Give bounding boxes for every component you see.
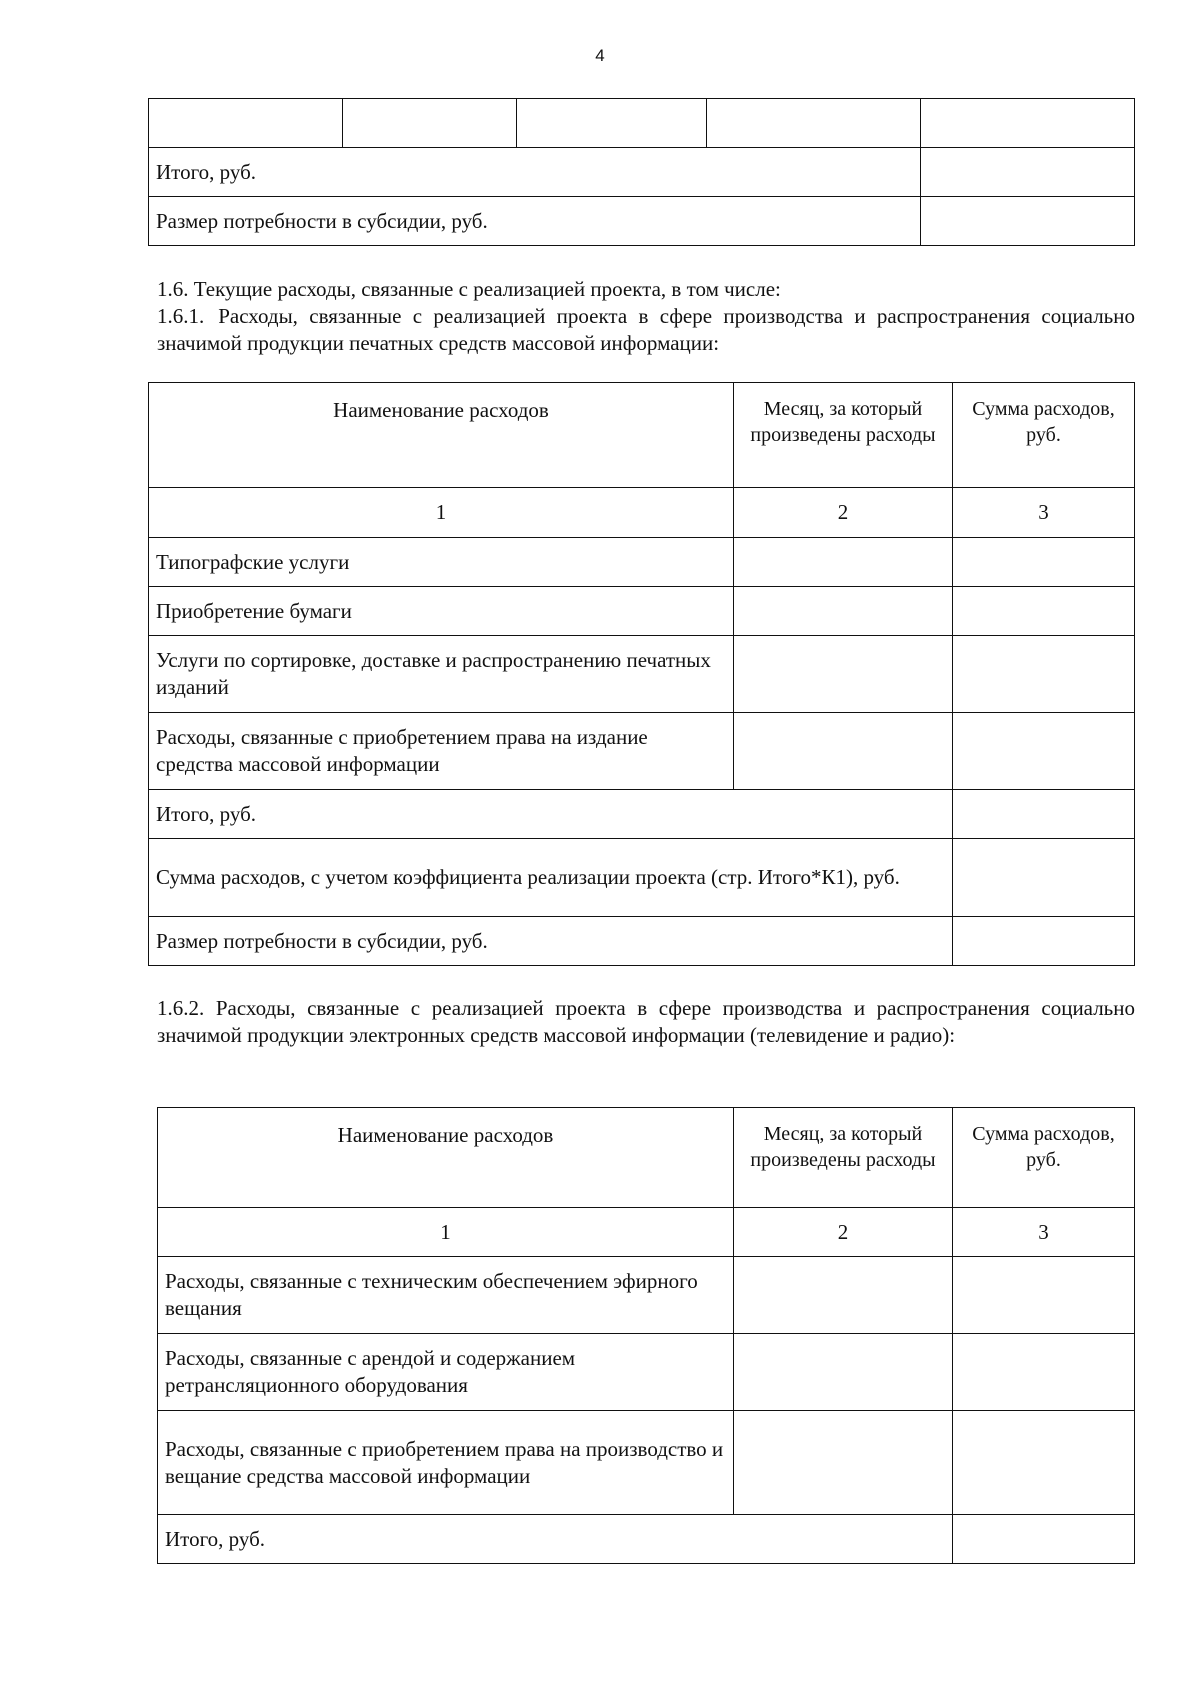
table-row xyxy=(149,839,1135,917)
column-number: 1 xyxy=(149,488,734,538)
expense-label: Услуги по сортировке, доставке и распространению печатных изданий xyxy=(149,636,734,713)
table-cell xyxy=(953,1411,1135,1515)
table-cell xyxy=(734,1334,953,1411)
subsidy-need-label: Размер потребности в субсидии, руб. xyxy=(149,917,953,966)
header-expense-name: Наименование расходов xyxy=(149,383,734,488)
page-number: 4 xyxy=(595,46,605,65)
section-text: Расходы, связанные с реализацией проекта в сфере производства и распространения социально значимой продукции печатных средств массовой информации: xyxy=(157,304,1135,355)
table-row xyxy=(149,99,1135,148)
table-cell xyxy=(953,917,1135,966)
table-row xyxy=(158,1257,1135,1334)
section-1-6-2-paragraph: 1.6.2. Расходы, связанные с реализацией проекта в сфере производства и распространения социально значимой продукции электронных средств массовой информации (телевидение и радио): xyxy=(157,996,1135,1047)
table-cell xyxy=(517,99,707,148)
table-cell xyxy=(734,636,953,713)
column-number: 2 xyxy=(734,1208,953,1257)
top-table xyxy=(148,98,1135,246)
table-cell xyxy=(953,636,1135,713)
table-cell xyxy=(953,1334,1135,1411)
table-header-row xyxy=(149,383,1135,488)
total-label: Итого, руб. xyxy=(149,148,921,197)
table-row xyxy=(158,1334,1135,1411)
table-row xyxy=(149,148,1135,197)
column-number: 2 xyxy=(734,488,953,538)
table-cell xyxy=(149,99,343,148)
table-cell xyxy=(707,99,921,148)
expense-label: Расходы, связанные с приобретением права на издание средства массовой информации xyxy=(149,713,734,790)
column-number: 3 xyxy=(953,488,1135,538)
table-cell xyxy=(953,1515,1135,1564)
total-label: Итого, руб. xyxy=(149,790,953,839)
table-header-row xyxy=(158,1108,1135,1208)
section-number: 1.6.1. xyxy=(157,304,205,328)
table-cell xyxy=(734,713,953,790)
header-sum: Сумма расходов, руб. xyxy=(953,1108,1135,1208)
table-cell xyxy=(343,99,517,148)
table-row xyxy=(158,1411,1135,1515)
table-cell xyxy=(953,713,1135,790)
sum-k1-label: Сумма расходов, с учетом коэффициента реализации проекта (стр. Итого*К1), руб. xyxy=(149,839,953,917)
section-1-6-1-paragraph xyxy=(157,303,1135,357)
table-row xyxy=(158,1515,1135,1564)
header-month: Месяц, за который произведены расходы xyxy=(734,383,953,488)
total-label: Итого, руб. xyxy=(158,1515,953,1564)
table-row xyxy=(149,713,1135,790)
section-1-6-heading: 1.6. Текущие расходы, связанные с реализацией проекта, в том числе: xyxy=(157,277,781,301)
expense-label: Расходы, связанные с арендой и содержанием ретрансляционного оборудования xyxy=(158,1334,734,1411)
column-number-row xyxy=(158,1208,1135,1257)
header-expense-name: Наименование расходов xyxy=(158,1108,734,1208)
expense-label: Расходы, связанные с приобретением права на производство и вещание средства массовой информации xyxy=(158,1411,734,1515)
expense-label: Типографские услуги xyxy=(149,538,734,587)
print-media-expenses-table xyxy=(148,382,1135,966)
table-cell xyxy=(953,839,1135,917)
table-cell xyxy=(953,587,1135,636)
subsidy-need-label: Размер потребности в субсидии, руб. xyxy=(149,197,921,246)
electronic-media-expenses-table xyxy=(157,1107,1135,1564)
header-sum: Сумма расходов, руб. xyxy=(953,383,1135,488)
table-cell xyxy=(921,99,1135,148)
table-row xyxy=(149,538,1135,587)
expense-label: Приобретение бумаги xyxy=(149,587,734,636)
column-number-row xyxy=(149,488,1135,538)
table-cell xyxy=(953,790,1135,839)
header-month: Месяц, за который произведены расходы xyxy=(734,1108,953,1208)
table-cell xyxy=(734,1257,953,1334)
table-cell xyxy=(734,538,953,587)
table-row xyxy=(149,790,1135,839)
table-row xyxy=(149,636,1135,713)
table-cell xyxy=(921,197,1135,246)
table-cell xyxy=(734,587,953,636)
table-cell xyxy=(953,1257,1135,1334)
table-row xyxy=(149,587,1135,636)
column-number: 3 xyxy=(953,1208,1135,1257)
table-cell xyxy=(734,1411,953,1515)
column-number: 1 xyxy=(158,1208,734,1257)
expense-label: Расходы, связанные с техническим обеспечением эфирного вещания xyxy=(158,1257,734,1334)
table-row xyxy=(149,197,1135,246)
table-row xyxy=(149,917,1135,966)
table-cell xyxy=(953,538,1135,587)
table-cell xyxy=(921,148,1135,197)
